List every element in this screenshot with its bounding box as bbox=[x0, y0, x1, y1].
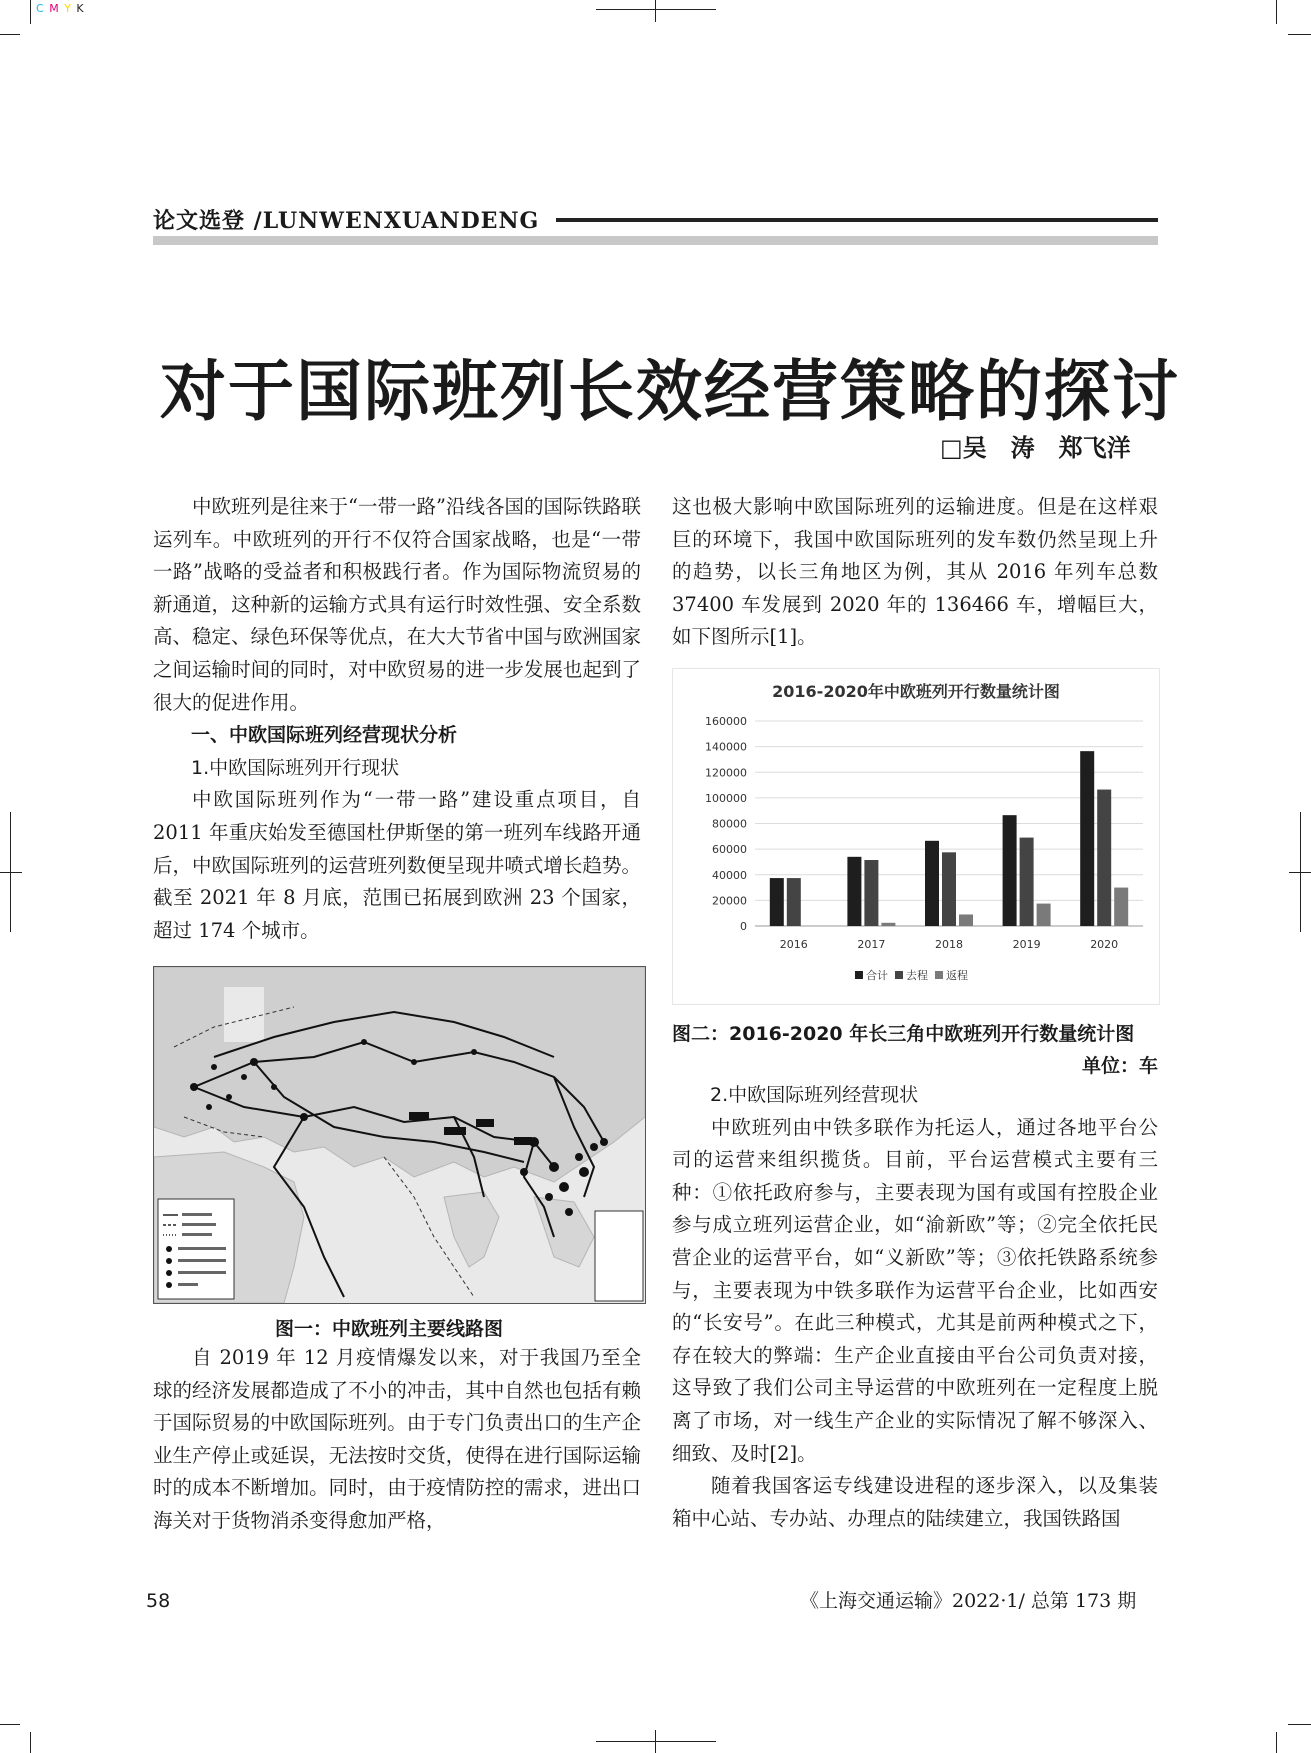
bar-2019-返程 bbox=[1037, 904, 1051, 926]
y-tick-label: 60000 bbox=[712, 843, 747, 857]
crop-mark bbox=[596, 1741, 716, 1742]
y-tick-label: 140000 bbox=[705, 740, 747, 754]
crop-mark bbox=[0, 34, 20, 35]
crop-mark bbox=[655, 0, 656, 22]
y-tick-label: 80000 bbox=[712, 817, 747, 831]
bar-2017-合计 bbox=[847, 857, 861, 926]
x-tick-label: 2020 bbox=[1090, 938, 1119, 951]
crop-mark bbox=[0, 872, 22, 873]
crop-mark bbox=[1300, 812, 1301, 932]
subsection-heading: 1.中欧国际班列开行现状 bbox=[191, 756, 400, 779]
bar-2016-合计 bbox=[770, 878, 784, 926]
map-inset bbox=[595, 1211, 643, 1301]
x-tick-label: 2019 bbox=[1012, 938, 1041, 951]
crop-mark bbox=[10, 812, 11, 932]
cmyk-color-bar bbox=[36, 2, 85, 15]
paragraph: 这也极大影响中欧国际班列的运输进度。但是在这样艰巨的环境下，我国中欧国际班列的发车数仍然呈现上升的趋势，以长三角地区为例，其从 2016 年列车总数 37400 车发展到 2020 年的 136466 车，增幅巨大，如下图所示[1]。 bbox=[672, 495, 1158, 649]
y-tick-label: 40000 bbox=[712, 868, 747, 882]
crop-mark bbox=[596, 9, 716, 10]
bar-2020-合计 bbox=[1080, 751, 1094, 926]
bar-2018-返程 bbox=[959, 914, 973, 926]
bar-2017-返程 bbox=[881, 923, 895, 926]
crop-mark bbox=[0, 1724, 20, 1725]
x-tick-label: 2017 bbox=[857, 938, 886, 951]
crop-mark bbox=[30, 1732, 31, 1753]
legend-label: 返程 bbox=[946, 969, 968, 982]
header-rule bbox=[556, 218, 1158, 222]
crop-mark bbox=[1276, 1732, 1277, 1753]
figure-2-caption bbox=[672, 1018, 1158, 1082]
y-tick-label: 20000 bbox=[712, 894, 747, 908]
route-map-figure bbox=[153, 966, 646, 1304]
sea-scandinavia bbox=[224, 987, 264, 1042]
figure-2-caption-text: 图二：2016-2020 年长三角中欧班列开行数量统计图 bbox=[672, 1023, 1135, 1045]
bar-2019-合计 bbox=[1003, 815, 1017, 926]
crop-mark bbox=[655, 1730, 656, 1753]
cmyk-y: Y bbox=[64, 2, 72, 15]
page-number: 58 bbox=[146, 1590, 171, 1612]
journal-info: 《上海交通运输》2022·1/ 总第 173 期 bbox=[800, 1590, 1137, 1612]
crop-mark bbox=[1288, 34, 1311, 35]
chart-title: 2016-2020年中欧班列开行数量统计图 bbox=[772, 682, 1060, 701]
paragraph: 中欧班列是往来于“一带一路”沿线各国的国际铁路联运列车。中欧班列的开行不仅符合国家战略，也是“一带一路”战略的受益者和积极践行者。作为国际物流贸易的新通道，这种新的运输方式具有运行时效性强、安全系数高、稳定、绿色环保等优点，在大大节省中国与欧洲国家之间运输时间的同时，对中欧贸易的进一步发展也起到了很大的促进作用。 bbox=[153, 495, 641, 714]
crop-mark bbox=[30, 0, 31, 24]
y-tick-label: 160000 bbox=[705, 715, 747, 728]
y-tick-label: 120000 bbox=[705, 766, 747, 780]
right-column-continued bbox=[672, 1079, 1158, 1535]
bar-2019-去程 bbox=[1020, 838, 1034, 926]
bar-2020-返程 bbox=[1114, 888, 1128, 926]
bar-chart-figure bbox=[672, 668, 1160, 1005]
legend-label: 去程 bbox=[906, 969, 928, 982]
y-tick-label: 0 bbox=[740, 920, 747, 933]
section-heading: 一、中欧国际班列经营现状分析 bbox=[191, 724, 458, 747]
subsection-heading: 2.中欧国际班列经营现状 bbox=[710, 1084, 919, 1106]
y-tick-label: 100000 bbox=[705, 791, 747, 805]
bar-2016-去程 bbox=[787, 878, 801, 926]
article-title: 对于国际班列长效经营策略的探讨 bbox=[160, 352, 1180, 430]
cmyk-k: K bbox=[76, 2, 85, 15]
x-tick-label: 2018 bbox=[935, 938, 963, 951]
crop-mark bbox=[1276, 0, 1277, 24]
header-band bbox=[153, 236, 1158, 245]
cmyk-m: M bbox=[49, 2, 60, 15]
paragraph: 随着我国客运专线建设进程的逐步深入，以及集装箱中心站、专办站、办理点的陆续建立，我国铁路国 bbox=[672, 1474, 1158, 1530]
figure-1-caption: 图一：中欧班列主要线路图 bbox=[275, 1318, 504, 1340]
left-column-continued bbox=[153, 1342, 641, 1538]
paragraph: 中欧班列由中铁多联作为托运人，通过各地平台公司的运营来组织揽货。目前，平台运营模式主要有三种：①依托政府参与，主要表现为国有或国有控股企业参与成立班列运营企业，如“渝新欧”等；②完全依托民营企业的运营平台，如“义新欧”等；③依托铁路系统参与，主要表现为中铁多联作为运营平台企业，比如西安的“长安号”。在此三种模式，尤其是前两种模式之下，存在较大的弊端：生产企业直接由平台公司负责对接，这导致了我们公司主导运营的中欧班列在一定程度上脱离了市场，对一线生产企业的实际情况了解不够深入、细致、及时[2]。 bbox=[672, 1115, 1158, 1465]
route-map bbox=[154, 967, 645, 1303]
bar-2020-去程 bbox=[1097, 790, 1111, 926]
paragraph: 中欧国际班列作为“一带一路”建设重点项目，自 2011 年重庆始发至德国杜伊斯堡的第一班列车线路开通后，中欧国际班列的运营班列数便呈现井喷式增长趋势。截至 2021 年 8 月底，范围已拓展到欧洲 23 个国家，超过 174 个城市。 bbox=[153, 788, 641, 942]
article-authors: □吴 涛 郑飞洋 bbox=[940, 433, 1131, 462]
section-label: 论文选登 /LUNWENXUANDENG bbox=[153, 208, 540, 234]
bar-2018-去程 bbox=[942, 852, 956, 926]
legend-swatch bbox=[935, 971, 943, 979]
crop-mark bbox=[1288, 1724, 1311, 1725]
cmyk-c: C bbox=[36, 2, 45, 15]
bar-2017-去程 bbox=[864, 860, 878, 926]
right-column bbox=[672, 491, 1158, 654]
bar-chart bbox=[673, 669, 1159, 1004]
left-column bbox=[153, 491, 641, 947]
bar-2018-合计 bbox=[925, 841, 939, 926]
legend-swatch bbox=[855, 971, 863, 979]
x-tick-label: 2016 bbox=[779, 938, 808, 951]
legend-swatch bbox=[895, 971, 903, 979]
figure-2-unit: 单位：车 bbox=[1081, 1055, 1158, 1077]
paragraph: 自 2019 年 12 月疫情爆发以来，对于我国乃至全球的经济发展都造成了不小的冲击，其中自然也包括有赖于国际贸易的中欧国际班列。由于专门负责出口的生产企业生产停止或延误，无法按时交货，使得在进行国际运输时的成本不断增加。同时，由于疫情防控的需求，进出口海关对于货物消杀变得愈加严格， bbox=[153, 1346, 641, 1532]
legend-label: 合计 bbox=[866, 969, 888, 982]
